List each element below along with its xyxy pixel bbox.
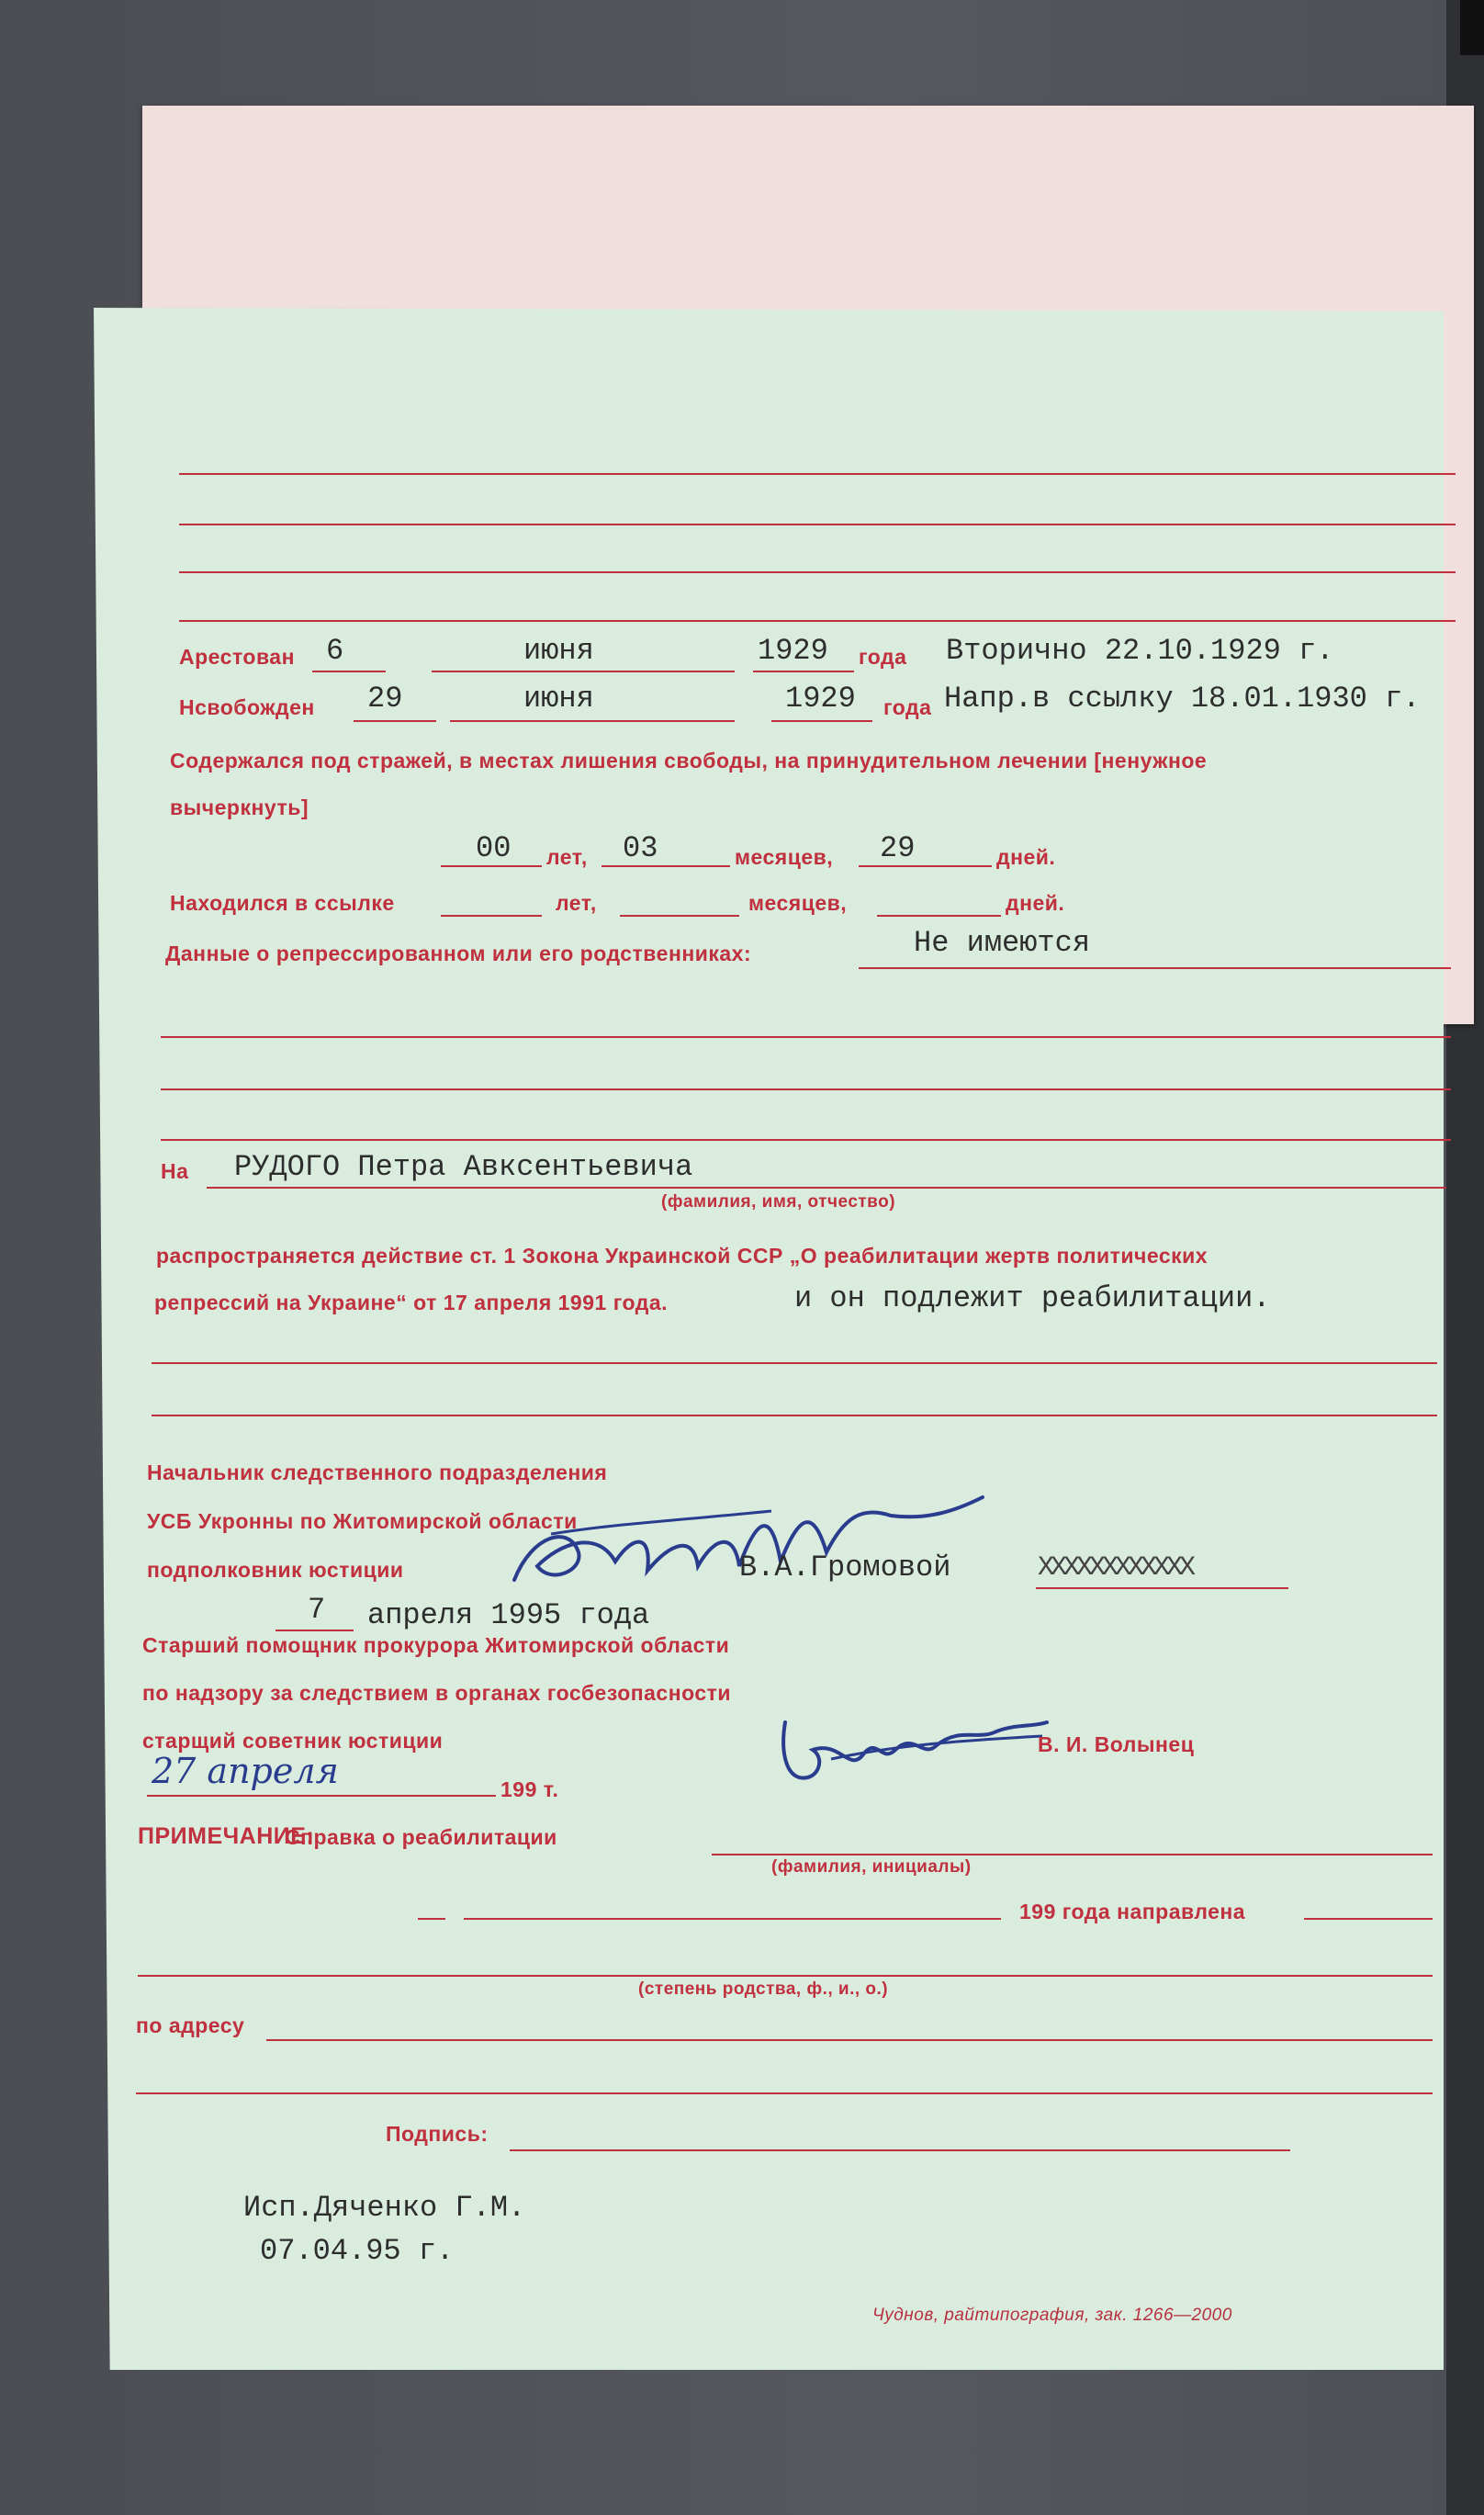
prosecutor-year-suffix: 199 т.	[500, 1777, 559, 1801]
arrested-label: Арестован	[179, 645, 295, 669]
executor-name: Исп.Дяченко Г.М.	[243, 2191, 526, 2225]
law-text-cont: репрессий на Украине“ от 17 апреля 1991 года.	[154, 1291, 669, 1314]
sign-label: Подпись:	[386, 2122, 489, 2146]
exile-months-label: месяцев,	[748, 891, 848, 915]
ruled-line	[266, 2039, 1433, 2041]
prosecutor-date-handwritten: 27 апреля	[152, 1751, 339, 1791]
ruled-line	[753, 671, 854, 672]
executor-date: 07.04.95 г.	[260, 2234, 455, 2268]
sent-label: 199 года направлена	[1019, 1900, 1246, 1923]
released-month: июня	[523, 682, 594, 716]
ruled-line	[464, 1918, 1001, 1920]
address-label: по адресу	[136, 2013, 245, 2037]
ruled-line	[152, 1362, 1437, 1364]
term-months: 03	[623, 831, 658, 865]
term-days: 29	[880, 831, 916, 865]
print-info: Чуднов, райтипография, зак. 1266—2000	[872, 2306, 1232, 2325]
arrested-month: июня	[523, 634, 594, 668]
released-note: Напр.в ссылку 18.01.1930 г.	[944, 682, 1421, 716]
ruled-line	[354, 720, 436, 722]
ruled-line	[179, 524, 1456, 525]
sign-date-day: 7	[308, 1593, 326, 1627]
ruled-line	[207, 1187, 1446, 1189]
note-caption-name: (фамилия, инициалы)	[771, 1857, 972, 1877]
arrested-note: Вторично 22.10.1929 г.	[946, 634, 1334, 668]
ruled-line	[161, 1139, 1451, 1141]
chief-rank: подполковник юстиции	[147, 1558, 404, 1582]
on-label: На	[161, 1159, 189, 1183]
exile-label: Находился в ссылке	[170, 891, 395, 915]
rehabilitation-form-sheet	[94, 308, 1444, 2370]
top-dark-strip	[1460, 0, 1484, 55]
ruled-line	[147, 1795, 496, 1797]
prosecutor-department: по надзору за следствием в органах госбезопасности	[142, 1681, 732, 1705]
ruled-line	[432, 671, 735, 672]
arrested-day: 6	[326, 634, 344, 668]
detention-text: Содержался под стражей, в местах лишения свободы, на принудительном лечении [ненужное	[170, 749, 1208, 773]
ruled-line	[441, 915, 542, 917]
law-text: распространяется действие ст. 1 Зокона Украинской ССР „О реабилитации жертв политических	[156, 1244, 1209, 1268]
days-label: дней.	[996, 845, 1056, 869]
prosecutor-rank: старщий советник юстиции	[142, 1729, 444, 1753]
exile-years-label: лет,	[556, 891, 597, 915]
ruled-line	[161, 1088, 1451, 1090]
ruled-line	[1036, 1587, 1288, 1589]
ruled-line	[441, 865, 542, 867]
relatives-label: Данные о репрессированном или его родственниках:	[165, 942, 752, 965]
ruled-line	[418, 1918, 445, 1920]
ruled-line	[712, 1854, 1433, 1855]
ruled-line	[275, 1630, 354, 1631]
sign-date-rest: апреля 1995 года	[367, 1598, 650, 1632]
ruled-line	[450, 720, 735, 722]
detention-text-cont: вычеркнуть]	[170, 795, 309, 819]
ruled-line	[859, 865, 992, 867]
chief-name: В.А.Громовой	[739, 1551, 951, 1585]
released-year-label: года	[883, 695, 932, 719]
relatives-value: Не имеются	[914, 926, 1091, 960]
prosecutor-name: В. И. Волынец	[1038, 1732, 1195, 1756]
prosecutor-title: Старший помощник прокурора Житомирской области	[142, 1633, 730, 1657]
note-text: Справка о реабилитации	[285, 1825, 557, 1849]
ruled-line	[312, 671, 386, 672]
ruled-line	[179, 473, 1456, 475]
released-day: 29	[367, 682, 403, 716]
ruled-line	[859, 967, 1451, 969]
prosecutor-signature	[776, 1704, 1051, 1787]
months-label: месяцев,	[735, 845, 834, 869]
ruled-line	[136, 2092, 1433, 2094]
chief-title: Начальник следственного подразделения	[147, 1461, 608, 1484]
ruled-line	[161, 1036, 1451, 1038]
ruled-line	[877, 915, 1001, 917]
term-years: 00	[476, 831, 512, 865]
ruled-line	[179, 571, 1456, 573]
exile-days-label: дней.	[1006, 891, 1065, 915]
ruled-line	[620, 915, 739, 917]
released-year: 1929	[785, 682, 856, 716]
ruled-line	[152, 1415, 1437, 1416]
name-caption: (фамилия, имя, отчество)	[661, 1192, 896, 1212]
arrested-year-label: года	[859, 645, 907, 669]
years-label: лет,	[546, 845, 588, 869]
ruled-line	[771, 720, 872, 722]
struck-out-name: ХХХХХХХХХХХХ	[1038, 1552, 1193, 1584]
ruled-line	[510, 2149, 1290, 2151]
ruled-line	[1304, 1918, 1433, 1920]
ruled-line	[179, 620, 1456, 622]
person-name: РУДОГО Петра Авксентьевича	[234, 1150, 693, 1184]
arrested-year: 1929	[758, 634, 828, 668]
note-label: ПРИМЕЧАНИЕ:	[138, 1823, 315, 1849]
ruled-line	[601, 865, 730, 867]
rehab-conclusion: и он подлежит реабилитации.	[794, 1281, 1271, 1315]
ruled-line	[138, 1975, 1433, 1977]
released-label: Нсвобожден	[179, 695, 315, 719]
note-caption-relation: (степень родства, ф., и., о.)	[638, 1979, 889, 1999]
chief-department: УСБ Укронны по Житомирской области	[147, 1509, 578, 1533]
